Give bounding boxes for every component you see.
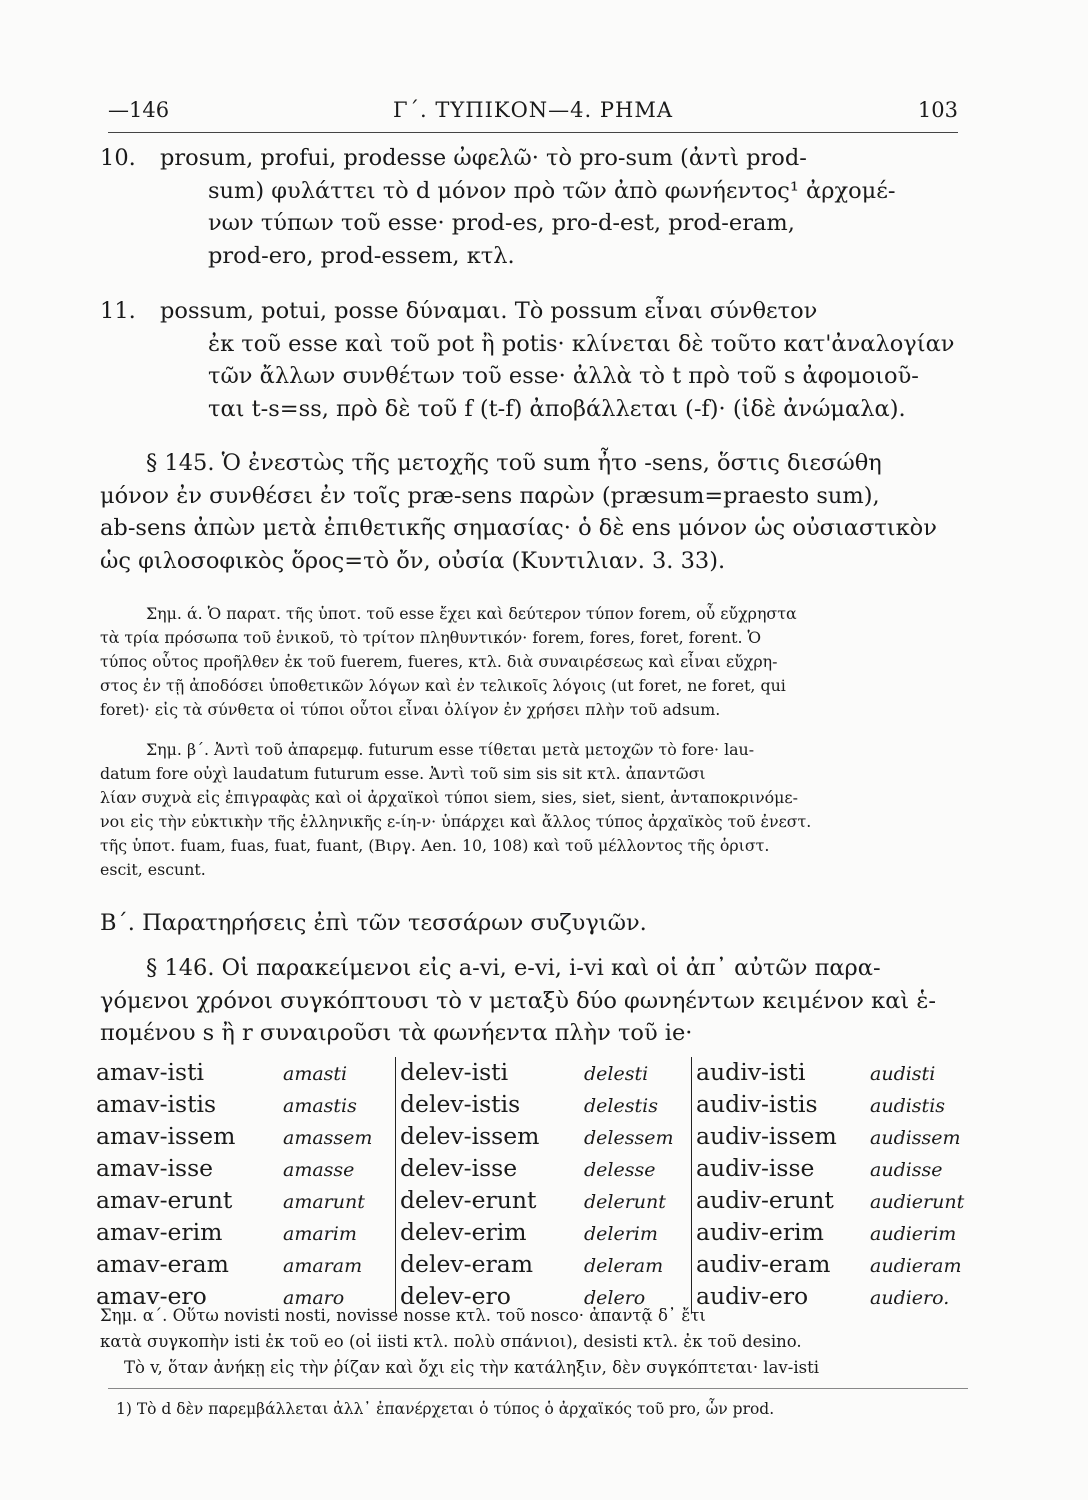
note-a-line-2: τὰ τρία πρόσωπα τοῦ ἑνικοῦ, τὸ τρίτον πληθυντικόν· forem, fores, foret, forent. Ὁ	[100, 628, 762, 647]
col-c-contracted: audiero.	[870, 1287, 950, 1309]
col-c-form: audiv-isti	[696, 1058, 806, 1086]
col-b-contracted: deleram	[584, 1249, 692, 1281]
col-b-form: delev-istis	[400, 1090, 521, 1118]
note-b-line-1: Σημ. β΄. Ἀντὶ τοῦ ἀπαρεμφ. futurum esse τίθεται μετὰ μετοχῶν τὸ fore· lau-	[146, 740, 755, 759]
forms-row	[96, 1153, 972, 1185]
col-a-form: amav-erim	[96, 1218, 223, 1246]
col-c-form: audiv-erunt	[696, 1186, 834, 1214]
item-11	[100, 295, 968, 425]
forms-row	[96, 1249, 972, 1281]
item-10-line-3: νων τύπων τοῦ esse· prod-es, pro-d-est, prod-eram,	[208, 210, 795, 236]
section-146-line-2: γόμενοι χρόνοι συγκόπτουσι τὸ v μεταξὺ δύο φωνηέντων κειμένον καὶ ἑ-	[100, 987, 937, 1014]
col-b-contracted: delero	[584, 1281, 692, 1313]
section-number: —146	[108, 98, 170, 122]
note-final-line-3: Τὸ v, ὅταν ἀνήκῃ εἰς τὴν ῥίζαν καὶ ὄχι εἰς τὴν κατάληξιν, δὲν συγκόπτεται· lav-isti	[124, 1358, 819, 1377]
note-b-line-5: τῆς ὑποτ. fuam, fuas, fuat, fuant, (Βιργ. Aen. 10, 108) καὶ τοῦ μέλλοντος τῆς ὁριστ.	[100, 836, 770, 855]
col-a-form: amav-ero	[96, 1282, 207, 1310]
note-b-line-3: λίαν συχνὰ εἰς ἐπιγραφὰς καὶ οἱ ἀρχαϊκοὶ τύποι siem, sies, siet, sient, ἀνταποκρινόμε-	[100, 788, 798, 807]
forms-row	[96, 1057, 972, 1089]
col-a-form: amav-issem	[96, 1122, 236, 1150]
col-a-form: amav-isti	[96, 1058, 205, 1086]
col-a-contracted: amaro	[283, 1281, 396, 1313]
forms-row	[96, 1089, 972, 1121]
col-c-contracted: audisse	[870, 1159, 943, 1181]
col-b-form: delev-erim	[400, 1218, 527, 1246]
col-b-contracted: delestis	[584, 1089, 692, 1121]
note-b	[100, 738, 968, 882]
footnote: 1) Τὸ d δὲν παρεμβάλλεται ἀλλ᾿ ἐπανέρχεται ὁ τύπος ὁ ἀρχαϊκός τοῦ pro, ὧν prod.	[116, 1400, 775, 1418]
item-10-line-4: prod-ero, prod-essem, κτλ.	[208, 242, 515, 269]
section-146-line-1: § 146. Οἱ παρακείμενοι εἰς a-vi, e-vi, i-vi καὶ οἱ ἀπ᾿ αὐτῶν παρα-	[146, 955, 881, 981]
footnote-rule	[108, 1388, 968, 1389]
col-a-form: amav-isse	[96, 1154, 214, 1182]
col-c-contracted: audissem	[870, 1127, 961, 1149]
col-c-form: audiv-isse	[696, 1154, 815, 1182]
col-b-contracted: delerim	[584, 1217, 692, 1249]
col-c-form: audiv-istis	[696, 1090, 818, 1118]
col-b-form: delev-isse	[400, 1154, 518, 1182]
col-c-contracted: audieram	[870, 1255, 962, 1277]
col-c-contracted: audistis	[870, 1095, 946, 1117]
forms-row	[96, 1121, 972, 1153]
item-11-line-1: possum, potui, posse δύναμαι. Τὸ possum εἶναι σύνθετον	[160, 298, 818, 324]
col-b-form: delev-isti	[400, 1058, 509, 1086]
forms-row	[96, 1217, 972, 1249]
col-c-form: audiv-erim	[696, 1218, 824, 1246]
col-a-contracted: amasti	[283, 1057, 396, 1089]
col-a-form: amav-istis	[96, 1090, 217, 1118]
section-146	[100, 952, 968, 1050]
note-a-line-1: Σημ. ά. Ὁ παρατ. τῆς ὑποτ. τοῦ esse ἔχει καὶ δεύτερον τύπον forem, οὗ εὔχρηστα	[146, 604, 797, 623]
col-b-form: delev-eram	[400, 1250, 534, 1278]
col-a-contracted: amasse	[283, 1153, 396, 1185]
col-b-contracted: delessem	[584, 1121, 692, 1153]
page-number: 103	[917, 98, 958, 122]
section-145-line-3: ab-sens ἀπὼν μετὰ ἐπιθετικῆς σημασίας· ὁ δὲ ens μόνον ὡς οὐσιαστικὸν	[100, 515, 937, 541]
item-10	[100, 142, 968, 272]
note-final-line-1: Σημ. α΄. Οὕτω novisti nosti, novisse nosse κτλ. τοῦ nosco· ἀπαντᾷ δ᾿ ἔτι	[100, 1306, 706, 1325]
col-b-contracted: delerunt	[584, 1185, 692, 1217]
col-a-form: amav-eram	[96, 1250, 229, 1278]
item-11-line-2: ἐκ τοῦ esse καὶ τοῦ pot ἢ potis· κλίνεται δὲ τοῦτο κατ'ἀναλογίαν	[208, 330, 955, 357]
note-b-line-6: escit, escunt.	[100, 860, 206, 879]
section-b-heading: Β΄. Παρατηρήσεις ἐπὶ τῶν τεσσάρων συζυγιῶν.	[100, 910, 647, 936]
item-10-number: 10.	[100, 145, 136, 171]
running-title: Γ΄. ΤΥΠΙΚΟΝ—4. ΡΗΜΑ	[392, 98, 673, 122]
section-145-line-1: § 145. Ὁ ἐνεστὼς τῆς μετοχῆς τοῦ sum ἦτο -sens, ὅστις διεσώθη	[146, 450, 882, 476]
note-b-line-2: datum fore οὐχὶ laudatum futurum esse. Ἀντὶ τοῦ sim sis sit κτλ. ἀπαντῶσι	[100, 764, 706, 783]
col-a-contracted: amastis	[283, 1089, 396, 1121]
col-b-contracted: delesti	[584, 1057, 692, 1089]
item-11-line-3: τῶν ἄλλων συνθέτων τοῦ esse· ἀλλὰ τὸ t πρὸ τοῦ s ἀφομοιοῦ-	[208, 363, 919, 389]
note-a-line-4: στος ἐν τῇ ἀποδόσει ὑποθετικῶν λόγων καὶ ἐν τελικοῖς λόγοις (ut foret, ne foret, qui	[100, 676, 786, 695]
col-a-contracted: amarunt	[283, 1185, 396, 1217]
col-c-form: audiv-eram	[696, 1250, 831, 1278]
item-10-line-2: sum) φυλάττει τὸ d μόνον πρὸ τῶν ἀπὸ φωνήεντος¹ ἀρχομέ-	[208, 177, 896, 204]
col-c-contracted: audierunt	[870, 1191, 965, 1213]
col-b-contracted: delesse	[584, 1153, 692, 1185]
item-11-line-4: ται t-s=ss, πρὸ δὲ τοῦ f (t-f) ἀποβάλλεται (-f)· (ἰδὲ ἀνώμαλα).	[208, 395, 906, 422]
col-a-contracted: amarim	[283, 1217, 396, 1249]
col-c-contracted: audisti	[870, 1063, 936, 1085]
section-145-line-2: μόνον ἐν συνθέσει ἐν τοῖς præ-sens παρὼν (præsum=praesto sum),	[100, 482, 880, 509]
forms-table	[96, 1057, 972, 1313]
note-a-line-3: τύπος οὗτος προῆλθεν ἐκ τοῦ fuerem, fueres, κτλ. διὰ συναιρέσεως καὶ εἶναι εὔχρη-	[100, 652, 778, 671]
item-11-number: 11.	[100, 298, 136, 324]
note-a	[100, 602, 968, 722]
col-b-form: delev-erunt	[400, 1186, 537, 1214]
note-b-line-4: νοι εἰς τὴν εὐκτικὴν τῆς ἑλληνικῆς ε-ίη-ν· ὑπάρχει καὶ ἄλλος τύπος ἀρχαϊκὸς τοῦ ἐνεστ.	[100, 812, 812, 831]
note-final-line-2: κατὰ συγκοπὴν isti ἐκ τοῦ eo (οἱ iisti κτλ. πολὺ σπάνιοι), desisti κτλ. ἐκ τοῦ desino.	[100, 1332, 802, 1351]
note-a-line-5: foret)· εἰς τὰ σύνθετα οἱ τύποι οὗτοι εἶναι ὀλίγον ἐν χρήσει πλὴν τοῦ adsum.	[100, 700, 721, 719]
col-b-form: delev-issem	[400, 1122, 540, 1150]
col-c-form: audiv-ero	[696, 1282, 809, 1310]
section-145	[100, 447, 968, 577]
col-c-form: audiv-issem	[696, 1122, 837, 1150]
col-c-contracted: audierim	[870, 1223, 957, 1245]
item-10-line-1: prosum, profui, prodesse ὠφελῶ· τὸ pro-sum (ἀντὶ prod-	[160, 145, 807, 171]
forms-row	[96, 1185, 972, 1217]
running-header	[108, 98, 958, 133]
col-a-contracted: amassem	[283, 1121, 396, 1153]
note-final	[100, 1303, 968, 1381]
col-b-form: delev-ero	[400, 1282, 511, 1310]
col-a-contracted: amaram	[283, 1249, 396, 1281]
forms-table-wrapper	[96, 1057, 976, 1313]
section-146-line-3: πομένου s ἢ r συναιροῦσι τὰ φωνήεντα πλὴν τοῦ ie·	[100, 1020, 693, 1046]
col-a-form: amav-erunt	[96, 1186, 233, 1214]
section-145-line-4: ὡς φιλοσοφικὸς ὅρος=τὸ ὄν, οὐσία (Κυντιλιαν. 3. 33).	[100, 547, 726, 574]
